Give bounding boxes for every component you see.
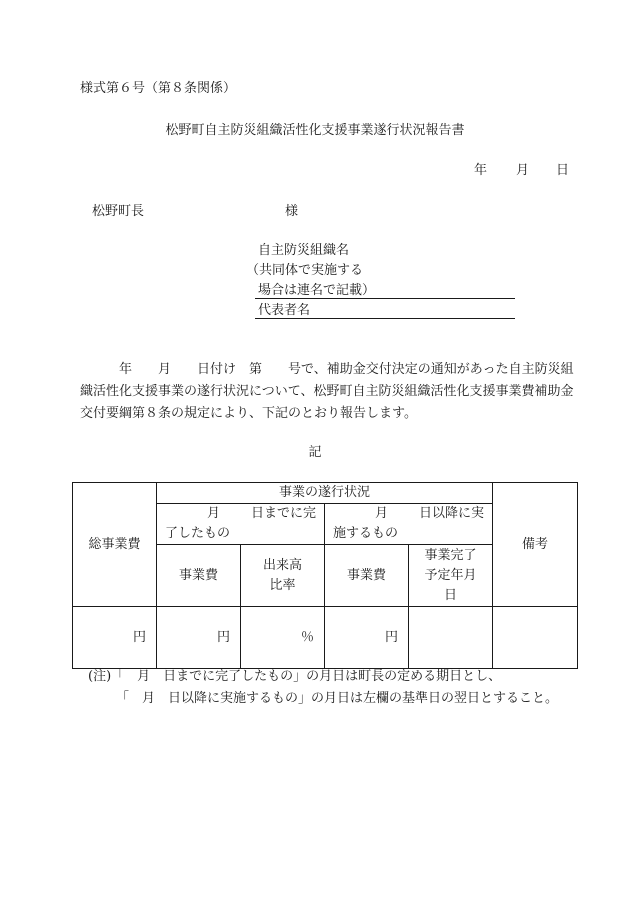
status-header: 事業の遂行状況 <box>157 483 493 504</box>
total-cost-header: 総事業費 <box>73 483 157 607</box>
total-cost-cell[interactable]: 円 <box>73 607 157 669</box>
org-name-underline <box>255 298 515 299</box>
remarks-header: 備考 <box>493 483 578 607</box>
completion-date-line1: 事業完了 <box>424 547 477 563</box>
date-year-label: 年 <box>474 163 488 178</box>
planned-cost-cell[interactable]: 円 <box>325 607 409 669</box>
completed-header-line2: 了したもの <box>157 524 325 545</box>
progress-rate-line2: 比率 <box>269 577 296 593</box>
planned-header-line1 <box>325 504 493 525</box>
org-name-label: 自主防災組織名 <box>258 243 350 258</box>
note-line2: 「 月 日以降に実施するもの」の月日は左欄の基準日の翌日とすること。 <box>116 691 559 706</box>
status-table <box>72 482 578 669</box>
body-paragraph: 年 月 日付け 第 号で、補助金交付決定の通知があった自主防災組織活性化支援事業の遂行状況について、松野町自主防災組織活性化支援事業費補助金交付要綱第８条の規定により、下記のとおり報告します。 <box>80 362 574 421</box>
document-title: 松野町自主防災組織活性化支援事業遂行状況報告書 <box>165 123 465 138</box>
joint-note-line2: 場合は連名で記載） <box>258 283 376 298</box>
representative-underline <box>255 318 515 319</box>
completed-until-label: 日までに完 <box>250 506 316 521</box>
completion-date-cell[interactable] <box>409 607 493 669</box>
date-month-label: 月 <box>516 163 530 178</box>
completed-header-line1 <box>157 504 325 525</box>
addressee-honorific: 様 <box>285 204 299 219</box>
planned-month-label: 月 <box>375 506 389 521</box>
form-number: 様式第６号（第８条関係） <box>80 81 237 96</box>
progress-rate-header <box>241 545 325 607</box>
progress-rate-line1: 出来高 <box>262 557 302 573</box>
completed-month-label: 月 <box>207 506 221 521</box>
ki-heading: 記 <box>308 445 322 460</box>
completion-date-line3: 日 <box>444 587 458 603</box>
completion-date-header <box>409 545 493 607</box>
progress-rate-cell[interactable]: ％ <box>241 607 325 669</box>
date-day-label: 日 <box>556 163 570 178</box>
joint-note-line1: （共同体で実施する <box>246 263 364 278</box>
planned-after-label: 日以降に実 <box>419 506 485 521</box>
note-line1: (注)「 月 日までに完了したもの」の月日は町長の定める期日とし、 <box>88 669 502 684</box>
completion-date-line2: 予定年月 <box>424 567 477 583</box>
planned-header-line2: 施するもの <box>325 524 493 545</box>
remarks-cell[interactable] <box>493 607 578 669</box>
project-cost-header-completed: 事業費 <box>157 545 241 607</box>
representative-label: 代表者名 <box>258 303 311 318</box>
completed-cost-cell[interactable]: 円 <box>157 607 241 669</box>
project-cost-header-planned: 事業費 <box>325 545 409 607</box>
addressee-name: 松野町長 <box>92 204 145 219</box>
